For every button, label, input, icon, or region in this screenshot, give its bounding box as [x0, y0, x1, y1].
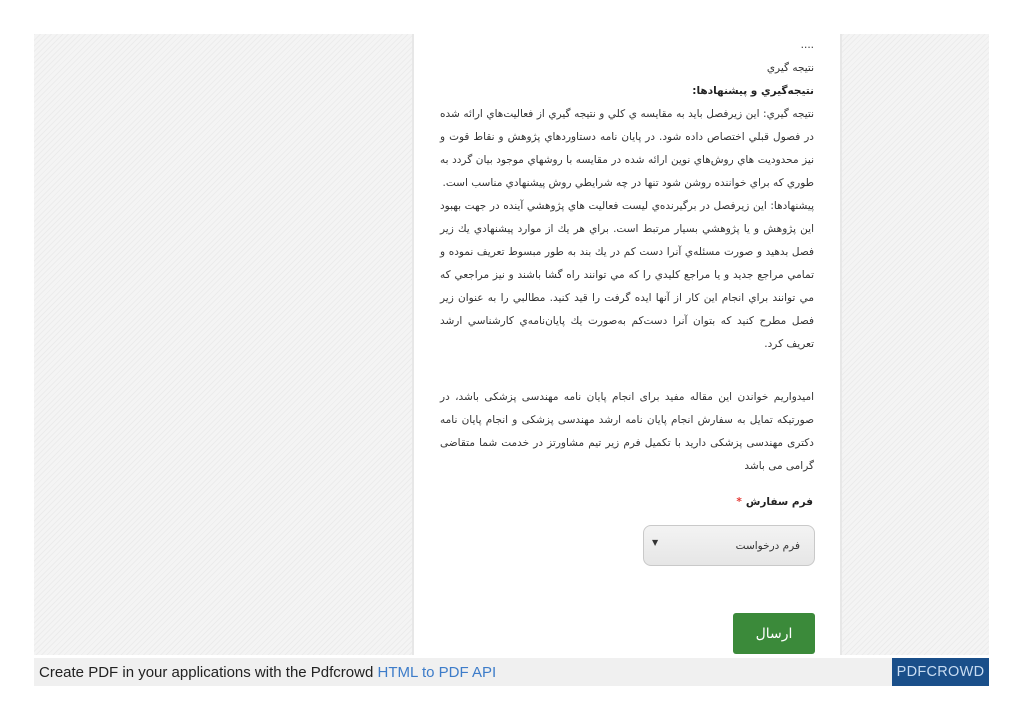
ellipsis-text: .... — [800, 39, 814, 51]
conclusion-paragraph: نتيجه گيري: اين زيرفصل بايد به مقايسه ي كلي و نتيجه گيري از فعاليت‌هاي ارائه شده در فصول قبلي اختصاص داده شود. در پايان نامه دستاوردهاي پژوهش و نقاط قوت و نيز محدوديت هاي روش‌هاي نوين ارائه شده در مقايسه با روشهاي موجود بيان گردد به طوري كه براي خواننده روشن شود تنها در چه شرايطي روش پيشنهادي مناسب است. — [440, 108, 814, 189]
footer-api-link[interactable]: HTML to PDF API — [377, 663, 497, 681]
pdfcrowd-brand[interactable]: PDFCROWD — [892, 658, 989, 686]
order-form-label-text: فرم سفارش — [745, 496, 813, 508]
closing-paragraph: امیدواریم خواندن این مقاله مفید برای انجام پایان نامه مهندسی پزشکی باشد، در صورتیکه تمایل به سفارش انجام پایان نامه ارشد مهندسی پزشکی و انجام پایان نامه دکتری مهندسی پزشکی دارید با تکمیل فرم زیر تیم مشاورتز در خدمت شما متقاضی گرامی می باشد — [440, 391, 814, 472]
pdfcrowd-footer — [34, 658, 989, 686]
request-form-select[interactable] — [643, 525, 815, 566]
footer-prefix: Create PDF in your applications with the Pdfcrowd — [39, 663, 374, 681]
footer-text — [34, 664, 496, 681]
article-content — [412, 34, 842, 655]
suggestions-paragraph: پيشنهادها: اين زيرفصل در برگيرنده‌ي ليست فعاليت هاي پژوهشي آينده در جهت بهبود اين پژوهش و يا پژوهشي بسيار مرتبط است. براي هر يك از موارد پيشنهادي يك زير فصل بدهيد و صورت مسئله‌ي آنرا دست كم در يك بند به طور مبسوط تعريف نموده و تمامي مراجع جديد و يا مراجع كليدي را كه مي توانند راه گشا باشند و نيز مراجعي كه مي توانند براي انجام اين كار از آنها ايده گرفت را قيد كنيد. مطالبي را به عنوان زير فصل مطرح كنيد كه بتوان آنرا دست‌كم به‌صورت يك پايان‌نامه‌ي كارشناسي ارشد تعريف كرد. — [440, 200, 814, 350]
order-form-label — [736, 496, 813, 508]
submit-button[interactable]: ارسال — [733, 613, 815, 654]
chevron-down-icon: ▼ — [652, 538, 659, 547]
select-value: فرم درخواست — [735, 539, 800, 552]
required-mark: * — [736, 496, 742, 508]
section-subtitle: نتيجه گيري — [766, 62, 814, 74]
section-heading: نتيجه‌گيري و پيشنهادها: — [692, 85, 814, 97]
